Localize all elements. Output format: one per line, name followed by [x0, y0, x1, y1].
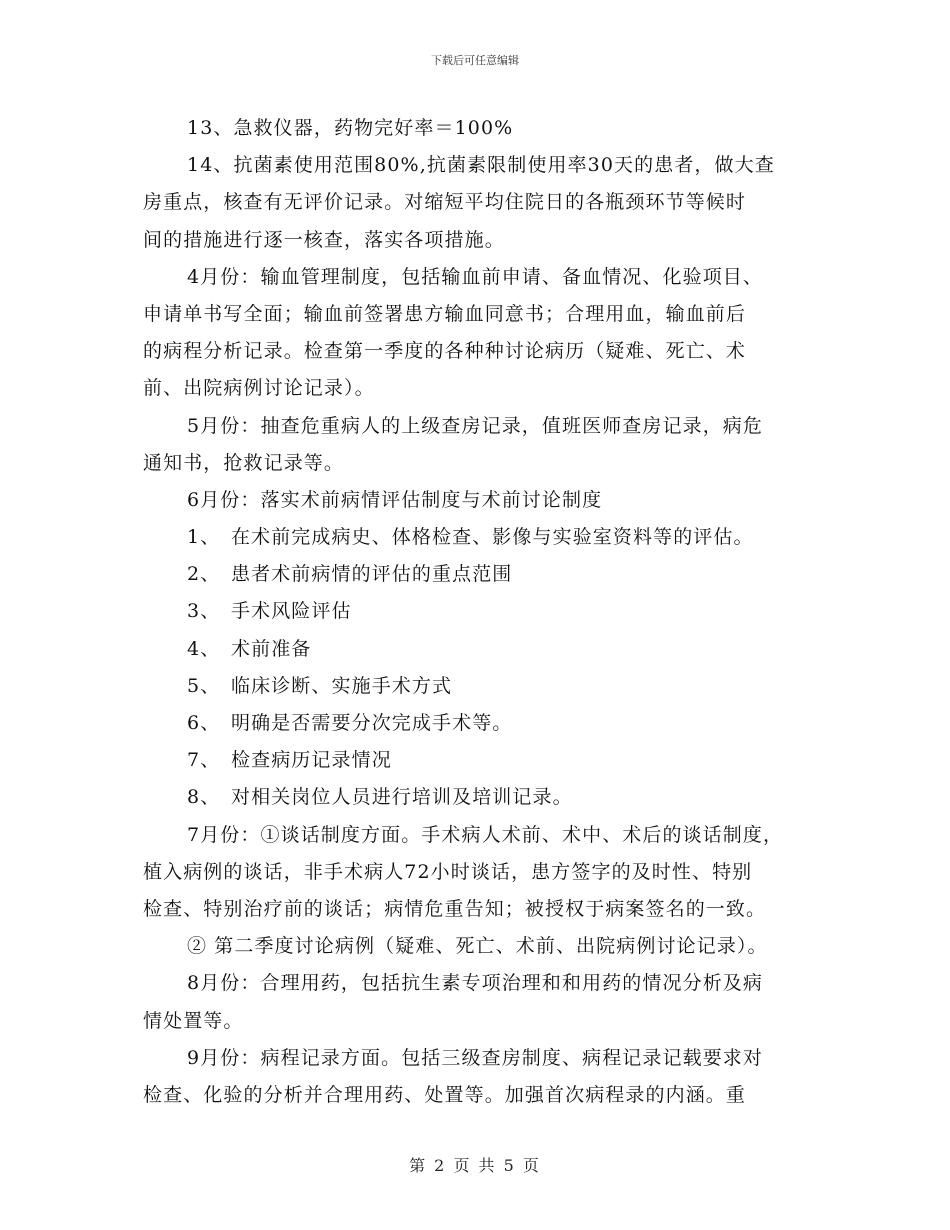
- paragraph-line: 检查、化验的分析并合理用药、处置等。加强首次病程录的内涵。重: [143, 1083, 747, 1106]
- paragraph-line: 6月份：落实术前病情评估制度与术前讨论制度: [187, 488, 603, 511]
- paragraph-line: 的病程分析记录。检查第一季度的各种种讨论病历（疑难、死亡、术: [143, 340, 747, 363]
- list-item-text: 对相关岗位人员进行培训及培训记录。: [231, 786, 573, 809]
- paragraph-line: 4月份：输血管理制度，包括输血前申请、备血情况、化验项目、: [187, 265, 763, 288]
- paragraph-line: 通知书，抢救记录等。: [143, 451, 345, 474]
- paragraph-line: 13、急救仪器，药物完好率＝100%: [187, 117, 514, 139]
- paragraph-line: 14、抗菌素使用范围80%,抗菌素限制使用率30天的患者，做大查: [187, 154, 775, 177]
- page-header: 下载后可任意编辑: [431, 54, 519, 67]
- list-item-text: 患者术前病情的评估的重点范围: [231, 563, 513, 586]
- paragraph-line: 5月份：抽查危重病人的上级查房记录，值班医师查房记录，病危: [187, 414, 763, 437]
- list-item-text: 检查病历记录情况: [231, 749, 392, 772]
- list-item-text: 手术风险评估: [231, 600, 352, 623]
- paragraph-line: 植入病例的谈话，非手术病人72小时谈话，患方签字的及时性、特别: [143, 860, 753, 883]
- list-item: [143, 519, 823, 556]
- paragraph-line: 间的措施进行逐一核查，落实各项措施。: [143, 228, 505, 251]
- paragraph-line: 申请单书写全面；输血前签署患方输血同意书；合理用血，输血前后: [143, 302, 747, 325]
- page-footer: 第 2 页 共 5 页: [409, 1156, 541, 1175]
- list-item-number: 6、: [187, 712, 221, 734]
- list-item: [143, 705, 823, 742]
- list-item-number: 4、: [187, 637, 221, 660]
- list-item: [143, 668, 823, 705]
- list-item: [143, 556, 823, 593]
- list-item-text: 明确是否需要分次完成手术等。: [231, 712, 513, 734]
- list-item-text: 临床诊断、实施手术方式: [231, 674, 453, 697]
- list-item-text: 在术前完成病史、体格检查、影像与实验室资料等的评估。: [231, 526, 754, 549]
- paragraph-line: 情处置等。: [143, 1009, 244, 1032]
- list-item: [143, 631, 823, 668]
- document-body: [143, 110, 823, 1114]
- list-item-number: 3、: [187, 600, 221, 623]
- list-item-number: 2、: [187, 563, 221, 586]
- paragraph-line: 前、出院病例讨论记录）。: [143, 377, 375, 400]
- list-item: [143, 779, 823, 816]
- list-item-number: 1、: [187, 526, 221, 549]
- list-item-number: 8、: [187, 786, 221, 809]
- paragraph-line: 7月份：①谈话制度方面。手术病人术前、术中、术后的谈话制度，: [187, 823, 784, 846]
- paragraph-line: ② 第二季度讨论病例（疑难、死亡、术前、出院病例讨论记录）。: [187, 935, 768, 958]
- list-item-text: 术前准备: [231, 637, 312, 660]
- paragraph-line: 检查、特别治疗前的谈话；病情危重告知；被授权于病案签名的一致。: [143, 897, 767, 920]
- paragraph-line: 房重点，核查有无评价记录。对缩短平均住院日的各瓶颈环节等候时: [143, 191, 747, 214]
- list-item: [143, 742, 823, 779]
- paragraph-line: 9月份：病程记录方面。包括三级查房制度、病程记录记载要求对: [187, 1046, 763, 1069]
- list-item-number: 7、: [187, 749, 221, 772]
- list-item: [143, 593, 823, 630]
- list-item-number: 5、: [187, 674, 221, 697]
- paragraph-line: 8月份：合理用药，包括抗生素专项治理和和用药的情况分析及病: [187, 972, 763, 995]
